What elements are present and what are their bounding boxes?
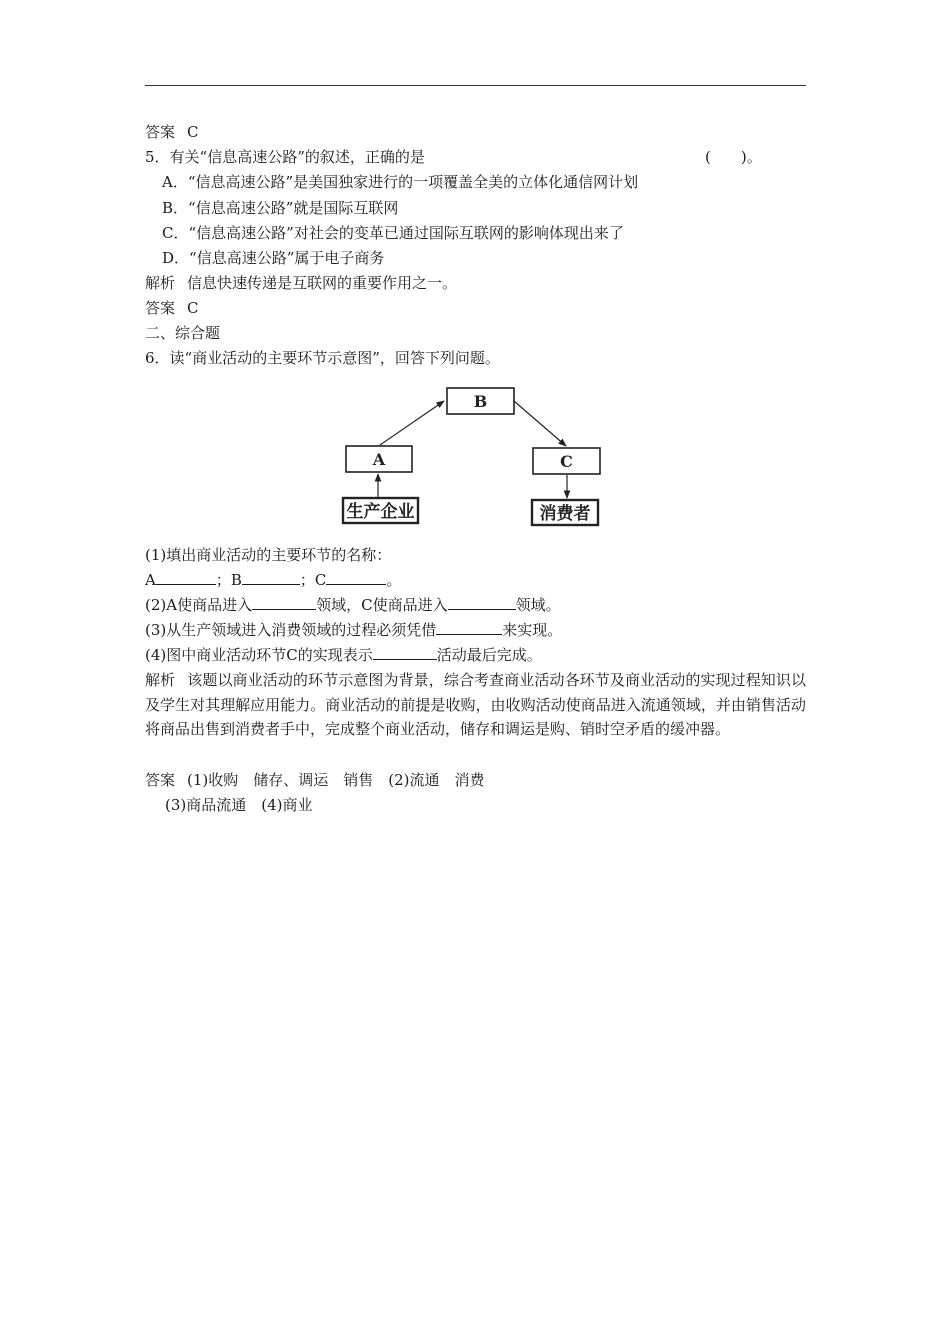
question-text: 读“商业活动的主要环节示意图”，回答下列问题。 (169, 349, 500, 367)
blank-4[interactable] (373, 645, 437, 660)
blank-3[interactable] (436, 620, 502, 635)
blank-b[interactable] (242, 570, 300, 585)
box-c-label: C (560, 452, 573, 471)
arrow-a-to-b (380, 401, 444, 445)
blank-2b[interactable] (448, 595, 516, 610)
q5-analysis (145, 273, 457, 293)
q6-stem (145, 348, 500, 368)
sub-question-3: (3)从生产领域进入消费领域的过程必须凭借 来实现。 (145, 621, 563, 639)
q6-answer-line-2: (3)商品流通 (4)商业 (165, 796, 313, 814)
answer-value: C (187, 123, 199, 141)
answer-label: 答案 (145, 123, 176, 141)
q5-stem (145, 147, 425, 167)
sub-question-1: (1)填出商业活动的主要环节的名称： (145, 546, 392, 564)
blank-c[interactable] (326, 570, 386, 585)
consumer-box (532, 500, 598, 525)
option-c: C．“信息高速公路”对社会的变革已通过国际互联网的影响体现出来了 (162, 224, 624, 242)
analysis-text: 信息快速传递是互联网的重要作用之一。 (187, 274, 458, 292)
sub-question-2: (2)A使商品进入 领域，C使商品进入 领域。 (145, 596, 561, 614)
header-rule (145, 85, 806, 86)
box-c (533, 448, 600, 474)
question-text: 有关“信息高速公路”的叙述，正确的是 (169, 148, 425, 166)
answer-label: 答案 (145, 771, 176, 789)
blank-a[interactable] (156, 570, 216, 585)
q4-answer-line (145, 122, 199, 142)
option-d: D．“信息高速公路”属于电子商务 (162, 249, 385, 267)
question-number: 5． (145, 148, 170, 166)
option-a: A．“信息高速公路”是美国独家进行的一项覆盖全美的立体化通信网计划 (162, 173, 639, 191)
box-a (346, 446, 412, 472)
box-b (447, 388, 514, 414)
q5-answer-line (145, 298, 199, 318)
q6-analysis (145, 668, 806, 742)
box-a-label: A (372, 450, 386, 469)
q6-answer-line-1 (145, 770, 485, 790)
consumer-label: 消费者 (539, 504, 591, 524)
blank-2a[interactable] (252, 595, 316, 610)
sub-question-4: (4)图中商业活动环节C的实现表示 活动最后完成。 (145, 646, 542, 664)
producer-label: 生产企业 (346, 502, 415, 522)
question-number: 6． (145, 349, 170, 367)
arrow-b-to-c (514, 401, 566, 446)
sub-question-1-blanks: A ；B ；C 。 (145, 571, 402, 589)
option-b: B．“信息高速公路”就是国际互联网 (162, 199, 399, 217)
answer-label: 答案 (145, 299, 176, 317)
analysis-label: 解析 (145, 671, 176, 689)
answer-value: C (187, 299, 199, 317)
section-heading: 二、综合题 (145, 324, 221, 342)
answer-paren: ( )。 (705, 148, 762, 166)
commerce-flow-diagram (340, 383, 620, 529)
analysis-text: 该题以商业活动的环节示意图为背景，综合考查商业活动各环节及商业活动的实现过程知识以及学生对其理解应用能力。商业活动的前提是收购，由收购活动使商品进入流通领域，并由销售活动将商品出售到消费者手中，完成整个商业活动，储存和调运是购、销时空矛盾的缓冲器。 (145, 671, 806, 738)
box-b-label: B (473, 392, 488, 411)
producer-box (343, 498, 418, 523)
answer-text: (1)收购 储存、调运 销售 (2)流通 消费 (187, 771, 485, 789)
analysis-label: 解析 (145, 274, 176, 292)
